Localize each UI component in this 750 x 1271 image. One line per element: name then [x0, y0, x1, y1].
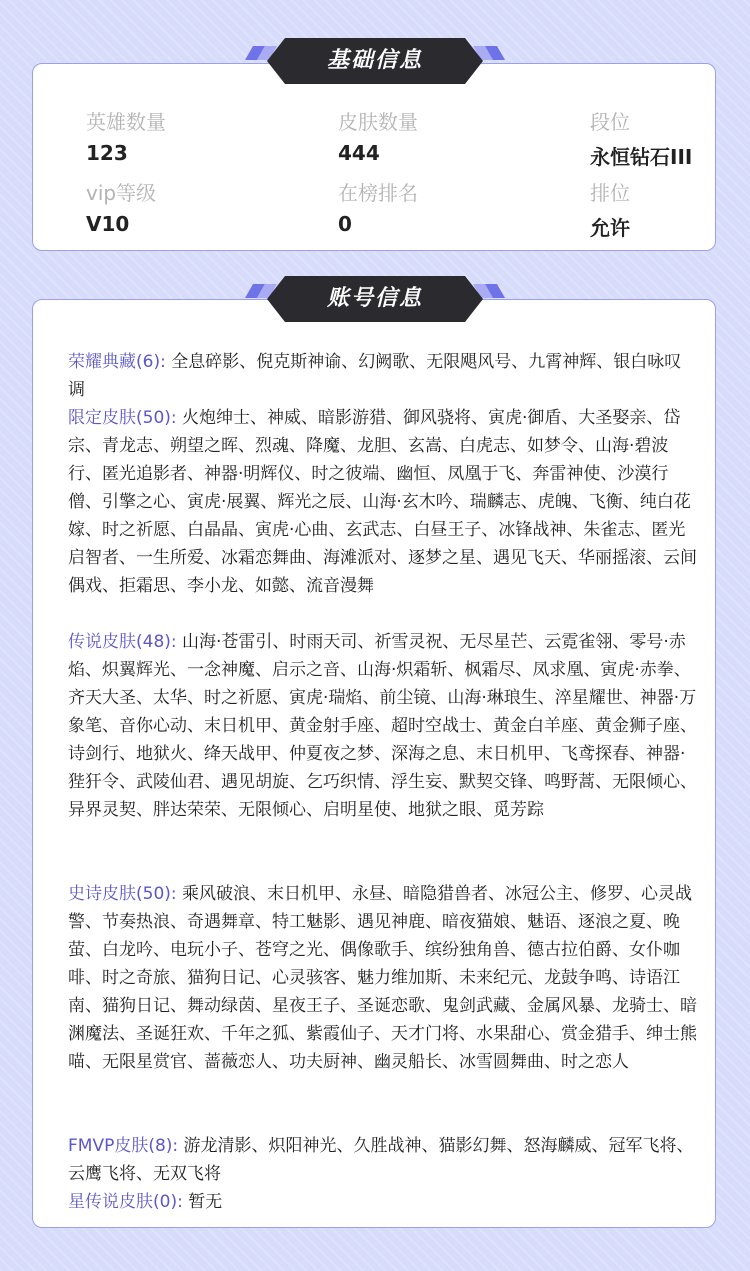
category-items: 游龙清影、炽阳神光、久胜战神、猫影幻舞、怒海麟威、冠军飞将、云鹰飞将、无双飞将: [68, 1136, 694, 1184]
category-label: 史诗皮肤(50):: [68, 884, 177, 904]
category-label: 荣耀典藏(6):: [68, 352, 166, 372]
stat-label: 在榜排名: [338, 181, 418, 205]
category-items: 暂无: [188, 1192, 223, 1212]
stat-value: 永恒钻石III: [590, 145, 693, 169]
stat-label: 皮肤数量: [338, 110, 418, 134]
category-label: 传说皮肤(48):: [68, 632, 177, 652]
category-items: 火炮绅士、神威、暗影游猎、御风骁将、寅虎·御盾、大圣娶亲、岱宗、青龙志、朔望之晖、烈魂、降魔、龙胆、玄嵩、白虎志、如梦令、山海·碧波行、匿光追影者、神器·明辉仪、时之彼端、幽恒、凤凰于飞、奔雷神使、沙漠行僧、引擎之心、寅虎·展翼、辉光之辰、山海·玄木吟、瑞麟志、虎魄、飞衡、纯白花嫁、时之祈愿、白晶晶、寅虎·心曲、玄武志、白昼王子、冰锋战神、朱雀志、匿光启智者、一生所爱、冰霜恋舞曲、海滩派对、逐梦之星、遇见飞天、华丽摇滚、云间偶戏、拒霜思、李小龙、如懿、流音漫舞: [68, 408, 697, 596]
skin-category-star-legend: [68, 1188, 698, 1216]
section-banner-basic-info: [245, 38, 505, 84]
skin-category-legend: [68, 628, 698, 824]
category-label: 星传说皮肤(0):: [68, 1192, 183, 1212]
category-label: FMVP皮肤(8):: [68, 1136, 179, 1156]
skin-category-epic: [68, 880, 698, 1076]
stat-ranked-allowed: [590, 177, 630, 241]
section-banner-account-info: [245, 276, 505, 322]
stat-hero-count: [86, 106, 166, 165]
stat-vip-level: [86, 177, 156, 236]
section-title: 账号信息: [326, 286, 423, 311]
skin-category-glory-collection: [68, 348, 698, 404]
category-label: 限定皮肤(50):: [68, 408, 177, 428]
skin-category-limited: [68, 404, 698, 600]
stat-value: 0: [338, 212, 352, 236]
skin-category-fmvp: [68, 1132, 698, 1188]
category-items: 乘风破浪、末日机甲、永昼、暗隐猎兽者、冰冠公主、修罗、心灵战警、节奏热浪、奇遇舞章、特工魅影、遇见神鹿、暗夜猫娘、魅语、逐浪之夏、晚萤、白龙吟、电玩小子、苍穹之光、偶像歌手、缤纷独角兽、德古拉伯爵、女仆咖啡、时之奇旅、猫狗日记、心灵骇客、魅力维加斯、未来纪元、龙鼓争鸣、诗语江南、猫狗日记、舞动绿茵、星夜王子、圣诞恋歌、鬼剑武藏、金属风暴、龙骑士、暗渊魔法、圣诞狂欢、千年之狐、紫霞仙子、天才门将、水果甜心、赏金猎手、绅士熊喵、无限星赏官、蔷薇恋人、功夫厨神、幽灵船长、冰雪圆舞曲、时之恋人: [68, 884, 697, 1072]
stat-value: 444: [338, 141, 380, 165]
stat-label: 段位: [590, 110, 630, 134]
stat-skin-count: [338, 106, 418, 165]
category-items: 全息碎影、倪克斯神谕、幻阙歌、无限飓风号、九霄神辉、银白咏叹调: [68, 352, 682, 400]
stat-leaderboard-rank: [338, 177, 418, 236]
stat-value: V10: [86, 212, 130, 236]
stat-label: 排位: [590, 181, 630, 205]
stat-label: vip等级: [86, 181, 157, 205]
stat-value: 123: [86, 141, 128, 165]
section-title: 基础信息: [326, 48, 423, 73]
category-items: 山海·苍雷引、时雨天司、祈雪灵祝、无尽星芒、云霓雀翎、零号·赤焰、炽翼辉光、一念神魔、启示之音、山海·炽霜斩、枫霜尽、凤求凰、寅虎·赤拳、齐天大圣、太华、时之祈愿、寅虎·瑞焰、前尘镜、山海·琳琅生、淬星耀世、神器·万象笔、音你心动、末日机甲、黄金射手座、超时空战士、黄金白羊座、黄金狮子座、诗剑行、地狱火、绛天战甲、仲夏夜之梦、深海之息、末日机甲、飞鸢探春、神器·狴犴令、武陵仙君、遇见胡旋、乞巧织情、浮生妄、默契交锋、鸣野蒿、无限倾心、异界灵契、胖达荣荣、无限倾心、启明星使、地狱之眼、觅芳踪: [68, 632, 697, 820]
stat-label: 英雄数量: [86, 110, 166, 134]
basic-info-card: [32, 63, 716, 251]
stat-value: 允许: [590, 216, 630, 240]
stat-rank-tier: [590, 106, 692, 170]
